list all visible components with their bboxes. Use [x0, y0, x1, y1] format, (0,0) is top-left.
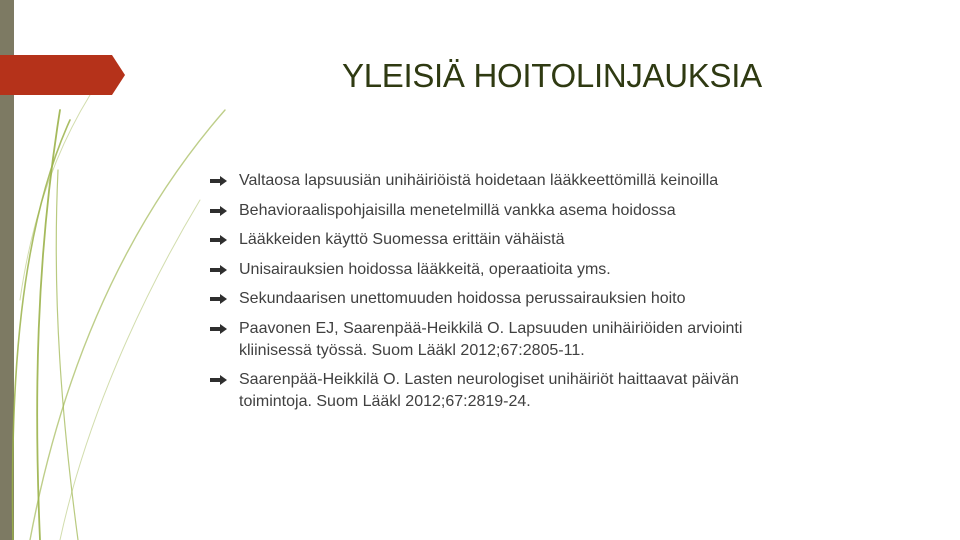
reference-item	[210, 369, 900, 413]
title-accent-arrow-icon	[0, 55, 130, 115]
reference-text-line: Paavonen EJ, Saarenpää-Heikkilä O. Lapsuuden unihäiriöiden arviointi	[239, 319, 743, 337]
arrow-bullet-icon	[210, 206, 228, 216]
arrow-bullet-icon	[210, 265, 228, 275]
bullet-text: Lääkkeiden käyttö Suomessa erittäin vähäistä	[239, 231, 565, 248]
arrow-bullet-icon	[210, 176, 228, 186]
bullet-text: Sekundaarisen unettomuuden hoidossa perussairauksien hoito	[239, 290, 686, 307]
bullet-list	[210, 170, 900, 413]
arrow-bullet-icon	[210, 235, 228, 245]
bullet-text: Unisairauksien hoidossa lääkkeitä, operaatioita yms.	[239, 260, 611, 278]
reference-text-line: Saarenpää-Heikkilä O. Lasten neurologiset unihäiriöt haittaavat päivän	[239, 371, 739, 388]
arrow-bullet-icon	[210, 375, 228, 385]
slide-title: YLEISIÄ HOITOLINJAUKSIA	[342, 57, 762, 94]
bullet-item	[210, 259, 900, 281]
reference-item	[210, 318, 900, 362]
bullet-text: Valtaosa lapsuusiän unihäiriöistä hoidetaan lääkkeettömillä keinoilla	[239, 172, 719, 189]
slide-content	[210, 170, 900, 421]
reference-text-line: kliinisessä työssä. Suom Lääkl 2012;67:2805-11.	[239, 341, 585, 359]
bullet-text: Behavioraalispohjaisilla menetelmillä vankka asema hoidossa	[239, 201, 676, 219]
reference-text-line: toimintoja. Suom Lääkl 2012;67:2819-24.	[239, 393, 531, 410]
arrow-bullet-icon	[210, 294, 228, 304]
bullet-item	[210, 170, 900, 192]
bullet-item	[210, 288, 900, 310]
bullet-item	[210, 229, 900, 251]
arrow-bullet-icon	[210, 324, 228, 334]
bullet-item	[210, 200, 900, 222]
